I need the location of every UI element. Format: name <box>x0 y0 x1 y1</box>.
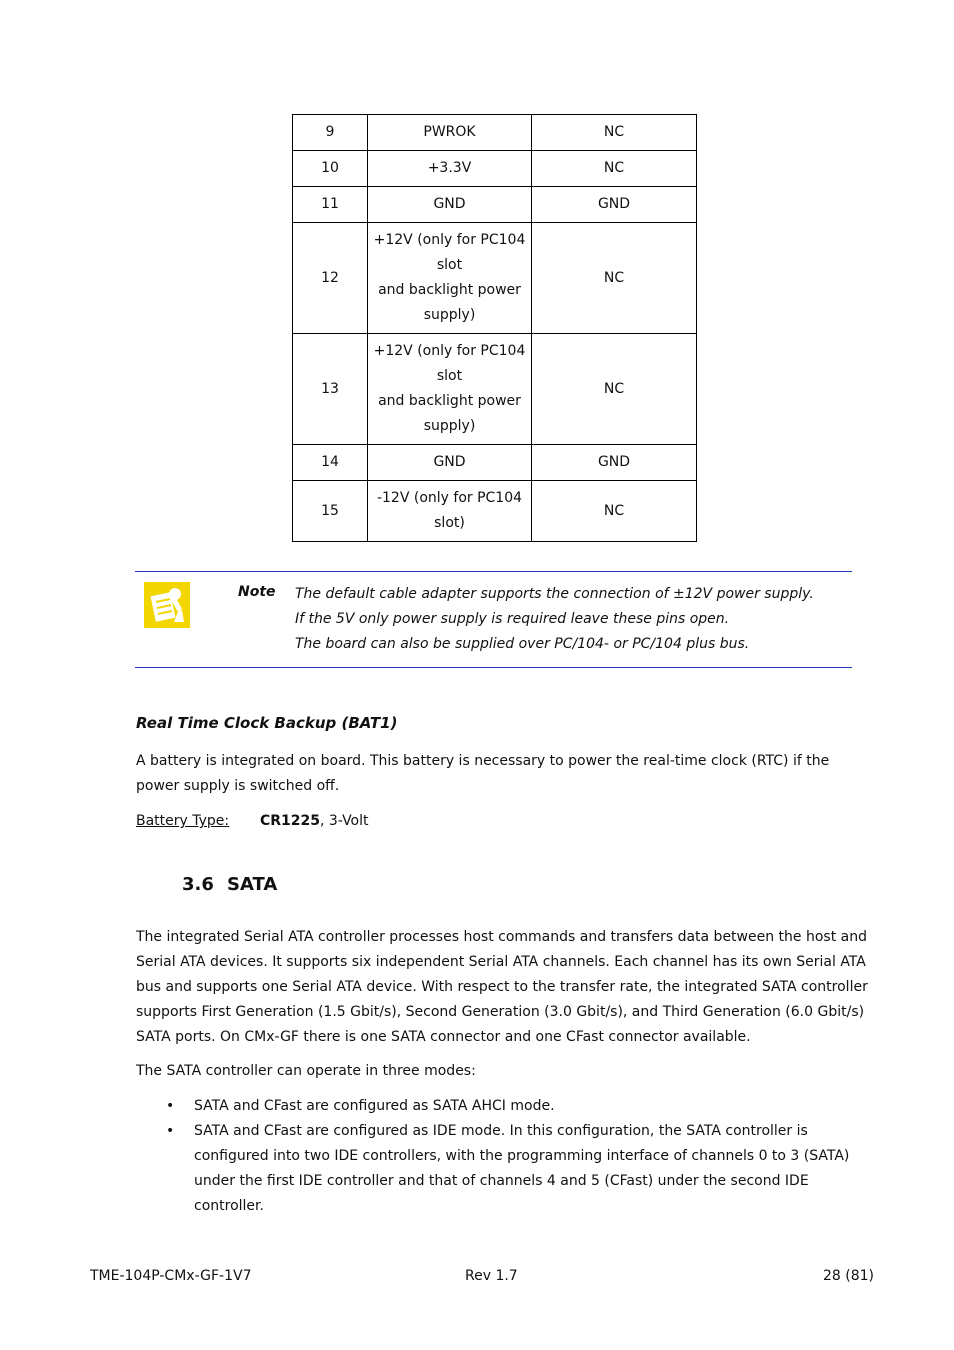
table-row <box>293 445 697 481</box>
rtc-heading: Real Time Clock Backup (BAT1) <box>136 714 398 732</box>
note-line: If the 5V only power supply is required leave these pins open. <box>295 611 730 627</box>
list-item-text: SATA and CFast are configured as SATA AHCI mode. <box>194 1098 555 1114</box>
note-line: The board can also be supplied over PC/104- or PC/104 plus bus. <box>295 636 750 652</box>
pin-number-cell: 15 <box>293 481 368 542</box>
connection-cell: NC <box>532 481 697 542</box>
note-hand-icon <box>144 582 190 628</box>
footer-revision: Rev 1.7 <box>465 1268 518 1284</box>
bullet-icon: • <box>166 1098 175 1114</box>
pin-number-cell: 9 <box>293 115 368 151</box>
footer-doc-id: TME-104P-CMx-GF-1V7 <box>90 1268 252 1284</box>
connection-cell: GND <box>532 445 697 481</box>
signal-cell: GND <box>368 445 532 481</box>
table-row <box>293 334 697 445</box>
rtc-paragraph: A battery is integrated on board. This battery is necessary to power the real-time clock (RTC) if the power supply is switched off. <box>136 753 830 794</box>
battery-model: CR1225 <box>260 813 321 829</box>
pin-number-cell: 11 <box>293 187 368 223</box>
pin-number-cell: 13 <box>293 334 368 445</box>
list-item-text: SATA and CFast are configured as IDE mode. In this configuration, the SATA controller is configured into two IDE controllers, with the programming interface of channels 0 to 3 (SATA) under the first IDE controller and that of channels 4 and 5 (CFast) under the second IDE controller. <box>194 1123 850 1214</box>
note-box <box>135 571 852 668</box>
note-text <box>295 582 814 657</box>
connection-cell: NC <box>532 151 697 187</box>
table-row <box>293 481 697 542</box>
table-row <box>293 151 697 187</box>
pin-number-cell: 10 <box>293 151 368 187</box>
battery-voltage: , 3-Volt <box>320 813 369 829</box>
sata-modes-intro: The SATA controller can operate in three modes: <box>136 1063 476 1079</box>
pin-assignment-table <box>292 114 697 542</box>
signal-cell: PWROK <box>368 115 532 151</box>
connection-cell: NC <box>532 223 697 334</box>
pin-number-cell: 14 <box>293 445 368 481</box>
signal-cell: +12V (only for PC104 slot and backlight power supply) <box>368 223 532 334</box>
connection-cell: GND <box>532 187 697 223</box>
section-title: SATA <box>227 874 278 895</box>
table-row <box>293 223 697 334</box>
footer-page-number: 28 (81) <box>822 1268 874 1284</box>
pin-number-cell: 12 <box>293 223 368 334</box>
signal-cell: +12V (only for PC104 slot and backlight power supply) <box>368 334 532 445</box>
sata-paragraph: The integrated Serial ATA controller processes host commands and transfers data between the host and Serial ATA devices. It supports six independent Serial ATA channels. Each channel has its own Serial ATA bus and supports one Serial ATA device. With respect to the transfer rate, the integrated SATA controller supports First Generation (1.5 Gbit/s), Second Generation (3.0 Gbit/s), and Third Generation (6.0 Gbit/s) SATA ports. On CMx-GF there is one SATA connector and one CFast connector available. <box>136 929 868 1045</box>
connection-cell: NC <box>532 115 697 151</box>
signal-cell: -12V (only for PC104 slot) <box>368 481 532 542</box>
battery-type-row <box>136 809 369 834</box>
signal-cell: +3.3V <box>368 151 532 187</box>
list-item <box>136 1119 868 1219</box>
signal-cell: GND <box>368 187 532 223</box>
list-item <box>136 1094 868 1119</box>
table-row <box>293 115 697 151</box>
bullet-icon: • <box>166 1123 175 1139</box>
note-label: Note <box>238 584 276 600</box>
note-line: The default cable adapter supports the connection of ±12V power supply. <box>295 586 814 602</box>
battery-type-label: Battery Type: <box>136 813 230 829</box>
section-heading <box>182 874 277 895</box>
table-row <box>293 187 697 223</box>
connection-cell: NC <box>532 334 697 445</box>
section-number: 3.6 <box>182 874 214 895</box>
sata-modes-list <box>136 1094 868 1219</box>
